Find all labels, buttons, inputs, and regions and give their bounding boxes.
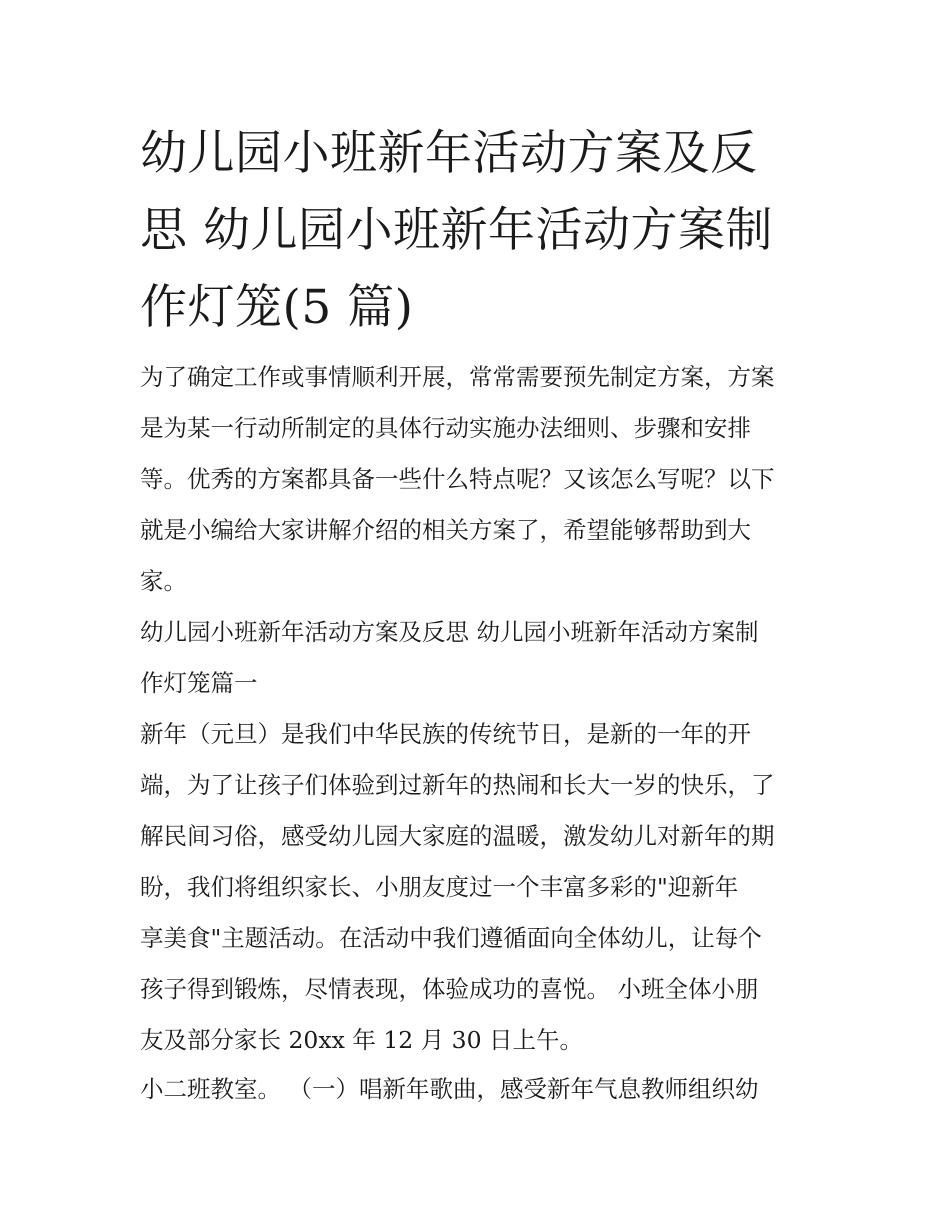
title-line: 作灯笼(5 篇) bbox=[140, 280, 414, 335]
text-line: 小二班教室。 （一）唱新年歌曲，感受新年气息教师组织幼 bbox=[140, 1075, 759, 1103]
text-line: 家。 bbox=[140, 567, 187, 595]
section-heading bbox=[140, 607, 820, 709]
title-line: 幼儿园小班新年活动方案及反 bbox=[140, 126, 758, 181]
text-line: 新年（元旦）是我们中华民族的传统节日，是新的一年的开 bbox=[140, 720, 751, 748]
text-line: 等。优秀的方案都具备一些什么特点呢？又该怎么写呢？以下 bbox=[140, 465, 775, 493]
title-line: 思 幼儿园小班新年活动方案制 bbox=[140, 203, 773, 258]
continued-paragraph bbox=[140, 1064, 820, 1115]
text-line: 就是小编给大家讲解介绍的相关方案了，希望能够帮助到大 bbox=[140, 516, 751, 544]
text-line: 端，为了让孩子们体验到过新年的热闹和长大一岁的快乐，了 bbox=[140, 771, 775, 799]
text-line: 幼儿园小班新年活动方案及反思 幼儿园小班新年活动方案制 bbox=[140, 618, 759, 646]
text-line: 享美食"主题活动。在活动中我们遵循面向全体幼儿，让每个 bbox=[140, 924, 762, 952]
text-line: 友及部分家长 20xx 年 12 月 30 日上午。 bbox=[140, 1026, 584, 1054]
document-title bbox=[140, 115, 820, 346]
intro-paragraph bbox=[140, 352, 820, 607]
body-paragraph bbox=[140, 709, 820, 1066]
text-line: 为了确定工作或事情顺利开展，常常需要预先制定方案，方案 bbox=[140, 363, 775, 391]
text-line: 解民间习俗，感受幼儿园大家庭的温暖，激发幼儿对新年的期 bbox=[140, 822, 775, 850]
text-line: 作灯笼篇一 bbox=[140, 669, 258, 697]
text-line: 孩子得到锻炼，尽情表现，体验成功的喜悦。 小班全体小朋 bbox=[140, 975, 759, 1003]
text-line: 是为某一行动所制定的具体行动实施办法细则、步骤和安排 bbox=[140, 414, 751, 442]
text-line: 盼，我们将组织家长、小朋友度过一个丰富多彩的"迎新年 bbox=[140, 873, 739, 901]
